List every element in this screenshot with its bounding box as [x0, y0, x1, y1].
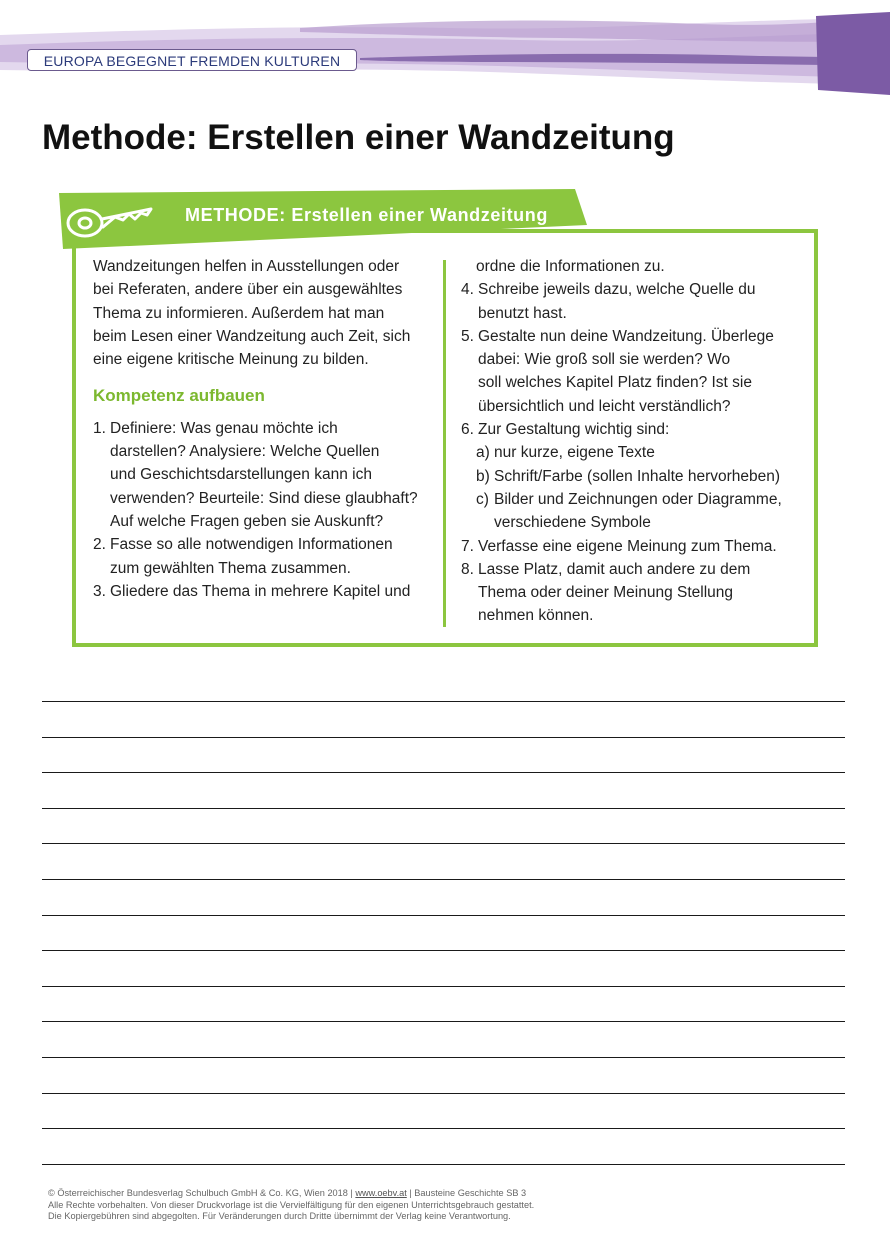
list-item: 4. Schreibe jeweils dazu, welche Quelle du benutzt hast. — [461, 281, 756, 322]
sub-list-item: b) Schrift/Farbe (sollen Inhalte hervorheben) — [476, 467, 781, 485]
writing-line[interactable] — [42, 702, 845, 738]
intro-line: Thema zu informieren. Außerdem hat man — [93, 304, 385, 322]
header-wave-band — [0, 0, 890, 95]
writing-line[interactable] — [42, 809, 845, 845]
continuation-line: ordne die Informationen zu. — [476, 258, 665, 275]
writing-lines[interactable] — [42, 700, 845, 1165]
column-divider — [443, 260, 446, 627]
writing-line[interactable] — [42, 738, 845, 774]
intro-line: beim Lesen einer Wandzeitung auch Zeit, sich — [93, 327, 411, 345]
writing-line[interactable] — [42, 773, 845, 809]
method-banner-title: METHODE: Erstellen einer Wandzeitung — [185, 205, 548, 225]
intro-line: bei Referaten, andere über ein ausgewähltes — [93, 281, 403, 299]
writing-line[interactable] — [42, 1058, 845, 1094]
writing-line[interactable] — [42, 1129, 845, 1165]
method-left-column — [93, 255, 433, 603]
sub-list-item: c) Bilder und Zeichnungen oder Diagramme, verschiedene Symbole — [476, 490, 782, 532]
intro-line: Wandzeitungen helfen in Ausstellungen oder — [93, 258, 400, 275]
series-label: EUROPA BEGEGNET FREMDEN KULTUREN — [27, 49, 357, 71]
page-title: Methode: Erstellen einer Wandzeitung — [42, 118, 675, 157]
writing-line[interactable] — [42, 880, 845, 916]
list-item: 3. Gliedere das Thema in mehrere Kapitel und — [93, 582, 411, 600]
footer — [48, 1188, 848, 1223]
list-item: 6. Zur Gestaltung wichtig sind: — [461, 421, 670, 439]
list-item: 8. Lasse Platz, damit auch andere zu dem Thema oder deiner Meinung Stellung nehmen können. — [461, 560, 751, 625]
list-item: 2. Fasse so alle notwendigen Informationen zum gewählten Thema zusammen. — [93, 536, 393, 577]
publisher-link[interactable]: www.oebv.at — [355, 1188, 407, 1198]
list-item: 5. Gestalte nun deine Wandzeitung. Überlege dabei: Wie groß soll sie werden? Wo soll welches Kapitel Platz finden? Ist sie übersichtlich und leicht verständlich? — [461, 327, 774, 415]
writing-line[interactable] — [42, 1094, 845, 1130]
writing-line[interactable] — [42, 1022, 845, 1058]
footer-fees: Die Kopiergebühren sind abgegolten. Für Veränderungen durch Dritte übernimmt der Verlag keine Verantwortung. — [48, 1211, 511, 1221]
writing-line[interactable] — [42, 844, 845, 880]
method-right-column — [461, 255, 806, 628]
list-item: 1. Definiere: Was genau möchte ich darstellen? Analysiere: Welche Quellen und Geschichtsdarstellungen kann ich verwenden? Beurteile: Sind diese glaubhaft? Auf welche Fragen geben sie Auskunft? — [93, 419, 418, 530]
writing-line[interactable] — [42, 951, 845, 987]
intro-line: eine eigene kritische Meinung zu bilden. — [93, 351, 369, 369]
sub-list-item: a) nur kurze, eigene Texte — [476, 444, 655, 462]
footer-rights: Alle Rechte vorbehalten. Von dieser Druckvorlage ist die Vervielfältigung für den eigenen Unterrichtsgebrauch gestattet. — [48, 1199, 535, 1210]
competence-subheading: Kompetenz aufbauen — [93, 386, 265, 406]
footer-copyright: © Österreichischer Bundesverlag Schulbuch GmbH & Co. KG, Wien 2018 | www.oebv.at | Bausteine Geschichte SB 3 — [48, 1188, 527, 1198]
writing-line[interactable] — [42, 987, 845, 1023]
list-item: 7. Verfasse eine eigene Meinung zum Thema. — [461, 537, 777, 555]
writing-line[interactable] — [42, 916, 845, 952]
